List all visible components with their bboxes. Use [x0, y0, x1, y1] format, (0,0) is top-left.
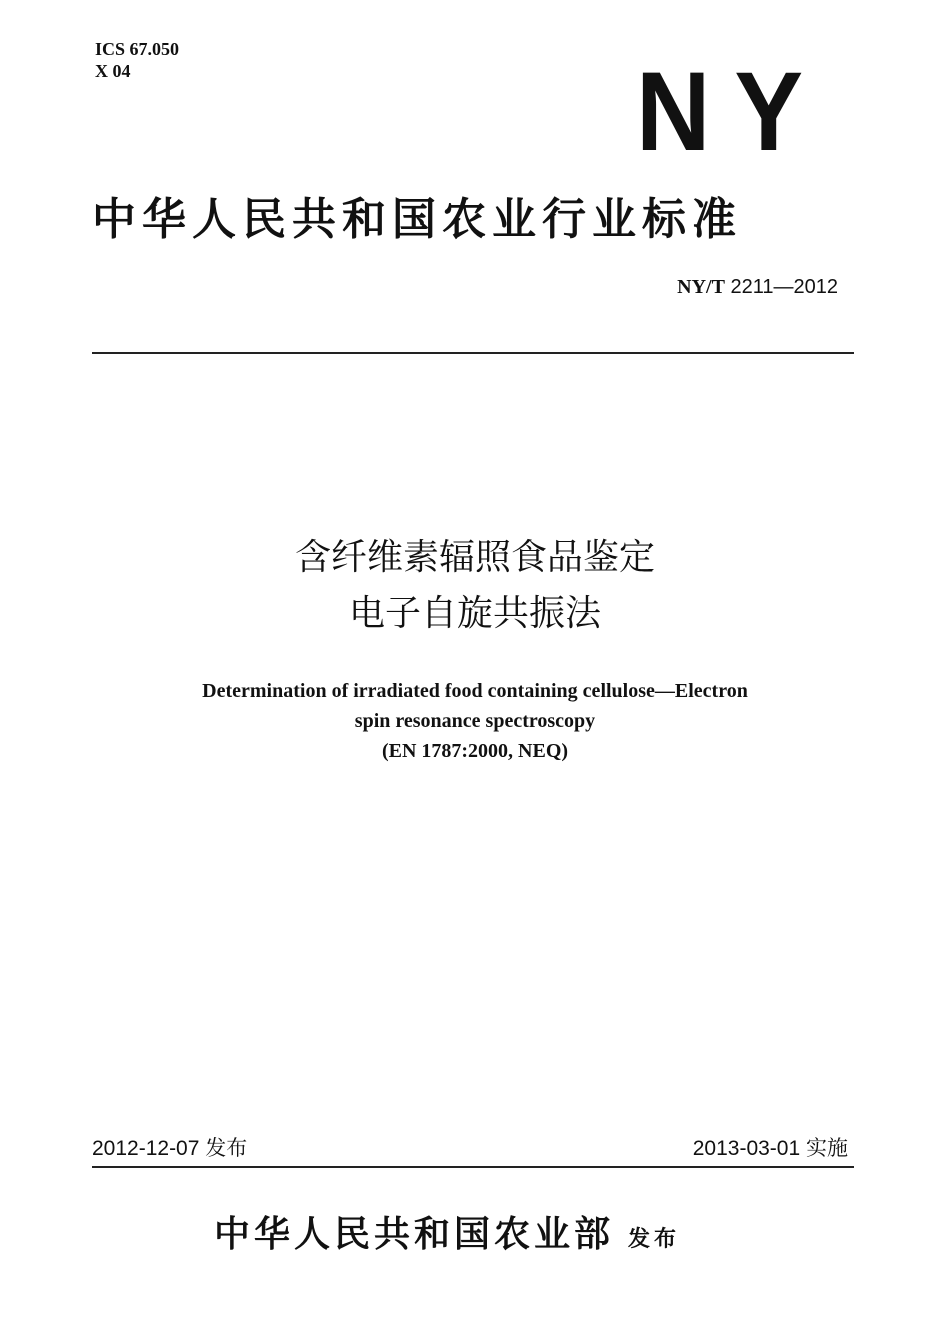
- standard-number: [677, 276, 838, 299]
- english-title-line3: (EN 1787:2000, NEQ): [381, 740, 569, 762]
- publisher-name: 中华人民共和国农业部: [214, 1213, 615, 1255]
- standard-number-prefix: NY/T: [677, 276, 725, 298]
- publisher-suffix: 发布: [628, 1226, 681, 1252]
- publish-date: [92, 1132, 247, 1162]
- chinese-title-line2: 电子自旋共振法: [348, 593, 601, 634]
- chinese-title-line1: 含纤维素辐照食品鉴定: [294, 537, 655, 578]
- publish-date-value: 2012-12-07: [92, 1137, 200, 1160]
- english-title-line2: spin resonance spectroscopy: [354, 710, 596, 732]
- ics-code: ICS 67.050: [95, 39, 180, 59]
- publisher: [214, 1206, 680, 1257]
- standard-number-value: 2211—2012: [730, 276, 838, 298]
- ny-logo: NY: [636, 49, 827, 174]
- header-divider: [92, 352, 854, 354]
- english-title-line1: Determination of irradiated food containing cellulose—Electron: [202, 680, 748, 702]
- classification-block: [95, 38, 179, 82]
- implement-date-value: 2013-03-01: [692, 1137, 801, 1160]
- class-code: X 04: [95, 61, 131, 81]
- implement-date: [693, 1132, 848, 1162]
- english-title: [0, 676, 950, 766]
- standard-category-title: 中华人民共和国农业行业标准: [92, 194, 742, 245]
- implement-date-label: 实施: [806, 1137, 848, 1160]
- footer-divider: [92, 1166, 854, 1168]
- publish-date-label: 发布: [205, 1137, 248, 1160]
- chinese-title: [0, 530, 950, 642]
